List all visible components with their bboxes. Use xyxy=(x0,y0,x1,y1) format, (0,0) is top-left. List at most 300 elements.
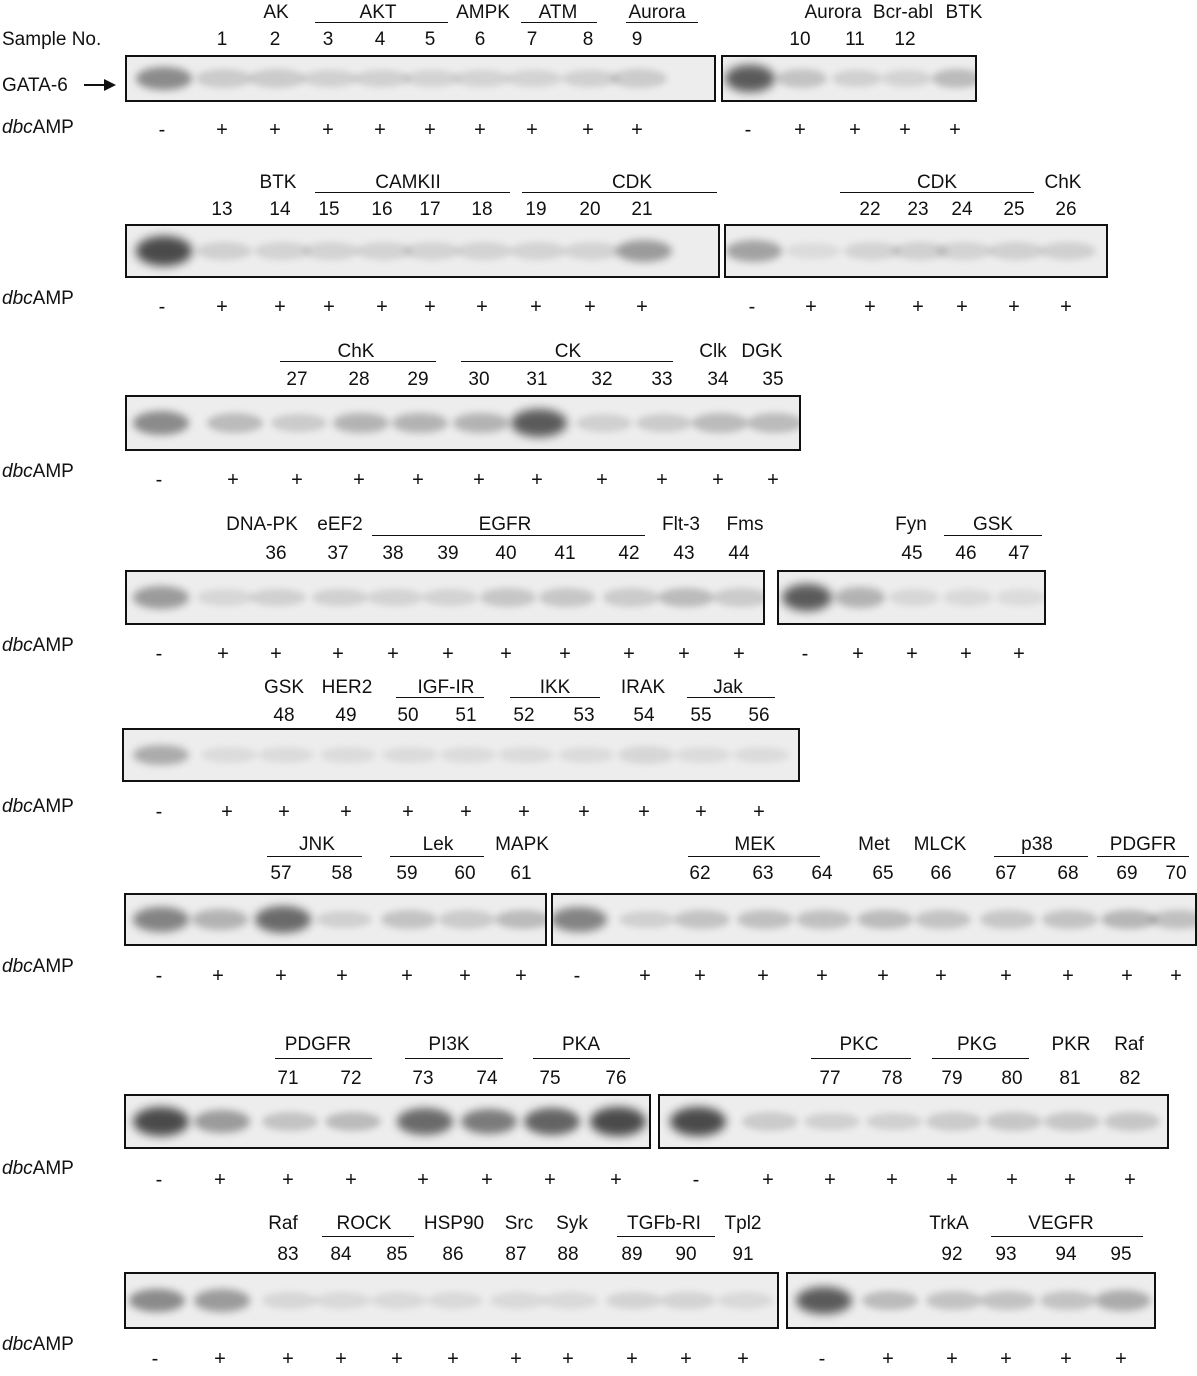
treatment-sign: + xyxy=(322,119,334,141)
protein-band xyxy=(397,1108,453,1135)
lane-number: 61 xyxy=(510,863,532,884)
treatment-sign: + xyxy=(1121,965,1133,987)
kinase-group-label: Bcr-abl xyxy=(872,2,934,23)
dbcamp-label-suffix: AMP xyxy=(32,635,74,656)
lane-number: 83 xyxy=(277,1244,299,1265)
treatment-sign: + xyxy=(374,119,386,141)
treatment-sign: + xyxy=(638,801,650,823)
lane-number: 10 xyxy=(789,29,811,50)
treatment-sign: + xyxy=(886,1169,898,1191)
treatment-sign: + xyxy=(1060,1348,1072,1370)
kinase-group-label: PKR xyxy=(1051,1034,1091,1055)
protein-band xyxy=(498,747,554,764)
protein-band xyxy=(354,70,410,88)
dbcamp-label xyxy=(2,462,74,481)
lane-number: 62 xyxy=(689,863,711,884)
kinase-group-label: ChK xyxy=(1044,172,1082,193)
protein-band xyxy=(674,910,730,929)
treatment-sign: + xyxy=(757,965,769,987)
kinase-group-bracket xyxy=(322,1236,414,1237)
protein-band xyxy=(136,236,192,265)
lane-number: 79 xyxy=(941,1068,963,1089)
protein-band xyxy=(490,1292,546,1309)
kinase-group-label: CDK xyxy=(611,172,653,193)
protein-band xyxy=(564,242,620,259)
treatment-sign: + xyxy=(1006,1169,1018,1191)
protein-band xyxy=(616,240,672,262)
lane-number: 50 xyxy=(397,705,419,726)
treatment-sign: + xyxy=(510,1348,522,1370)
treatment-sign: + xyxy=(753,801,765,823)
blot-panel xyxy=(124,1272,779,1329)
kinase-group-bracket xyxy=(840,192,1034,193)
treatment-sign: + xyxy=(269,119,281,141)
protein-band xyxy=(742,1112,798,1130)
lane-number: 45 xyxy=(901,543,923,564)
lane-number: 18 xyxy=(471,199,493,220)
protein-band xyxy=(576,414,632,432)
lane-number: 89 xyxy=(621,1244,643,1265)
protein-band xyxy=(857,910,913,930)
treatment-sign: - xyxy=(151,1348,159,1370)
treatment-sign: - xyxy=(155,965,163,987)
lane-number: 11 xyxy=(845,29,865,50)
protein-band xyxy=(440,747,496,764)
dbcamp-label-suffix: AMP xyxy=(32,461,74,482)
dbcamp-label-prefix: dbc xyxy=(2,1334,33,1355)
protein-band xyxy=(129,1289,185,1313)
treatment-sign: - xyxy=(155,469,163,491)
kinase-group-bracket xyxy=(944,535,1042,536)
treatment-sign: + xyxy=(214,1169,226,1191)
lane-number: 87 xyxy=(505,1244,527,1265)
kinase-group-label: PI3K xyxy=(428,1034,470,1055)
treatment-sign: + xyxy=(481,1169,493,1191)
treatment-sign: + xyxy=(680,1348,692,1370)
kinase-group-label: Flt-3 xyxy=(662,514,700,535)
protein-band xyxy=(1040,242,1096,260)
lane-number: 78 xyxy=(881,1068,903,1089)
protein-band xyxy=(692,413,748,433)
lane-number: 54 xyxy=(633,705,655,726)
kinase-group-bracket xyxy=(510,697,600,698)
protein-band xyxy=(996,589,1046,606)
dbcamp-label-prefix: dbc xyxy=(2,117,33,138)
treatment-sign: + xyxy=(376,296,388,318)
lane-number: 34 xyxy=(707,369,729,390)
protein-band xyxy=(456,242,512,259)
kinase-group-label: ChK xyxy=(337,341,375,362)
lane-number: 42 xyxy=(618,543,640,564)
treatment-sign: + xyxy=(515,965,527,987)
kinase-group-label: Fms xyxy=(726,514,764,535)
protein-band xyxy=(312,589,368,607)
protein-band xyxy=(262,1112,318,1131)
dbcamp-label-suffix: AMP xyxy=(32,288,74,309)
treatment-sign: + xyxy=(956,296,968,318)
treatment-sign: - xyxy=(155,1169,163,1191)
lane-number: 39 xyxy=(437,543,459,564)
protein-band xyxy=(404,70,460,87)
kinase-group-label: TGFb-RI xyxy=(627,1213,701,1234)
treatment-sign: - xyxy=(158,119,166,141)
treatment-sign: + xyxy=(794,119,806,141)
treatment-sign: + xyxy=(227,469,239,491)
lane-number: 72 xyxy=(340,1068,362,1089)
dbcamp-label-prefix: dbc xyxy=(2,461,33,482)
lane-number: 71 xyxy=(277,1068,299,1089)
protein-band xyxy=(862,1291,918,1311)
protein-band xyxy=(381,910,437,929)
lane-number: 24 xyxy=(951,199,973,220)
lane-number: 43 xyxy=(673,543,695,564)
kinase-group-label: IKK xyxy=(539,677,571,698)
protein-band xyxy=(782,584,832,612)
kinase-group-bracket xyxy=(626,22,698,23)
treatment-sign: + xyxy=(678,643,690,665)
treatment-sign: + xyxy=(424,119,436,141)
treatment-sign: + xyxy=(946,1169,958,1191)
protein-band xyxy=(926,1112,982,1130)
lane-number: 90 xyxy=(675,1244,697,1265)
lane-number: 36 xyxy=(265,543,287,564)
protein-band xyxy=(980,910,1036,929)
kinase-group-label: Clk xyxy=(699,341,727,362)
lane-number: 30 xyxy=(468,369,490,390)
treatment-sign: + xyxy=(623,643,635,665)
protein-band xyxy=(1095,1290,1151,1311)
dbcamp-label xyxy=(2,636,74,655)
kinase-group-bracket xyxy=(1097,856,1189,857)
lane-number: 26 xyxy=(1055,199,1077,220)
protein-band xyxy=(796,1287,852,1315)
protein-band xyxy=(506,70,562,87)
lane-number: 49 xyxy=(335,705,357,726)
protein-band xyxy=(320,747,376,764)
protein-band xyxy=(988,242,1044,260)
lane-number: 88 xyxy=(557,1244,579,1265)
treatment-sign: + xyxy=(221,801,233,823)
protein-band xyxy=(713,588,765,606)
protein-band xyxy=(262,1292,318,1309)
protein-band xyxy=(197,589,253,606)
protein-band xyxy=(717,1292,773,1309)
protein-band xyxy=(427,1292,483,1309)
lane-number: 21 xyxy=(631,199,653,220)
lane-number: 2 xyxy=(269,29,281,50)
treatment-sign: - xyxy=(158,296,166,318)
protein-band xyxy=(915,910,971,929)
lane-number: 51 xyxy=(455,705,477,726)
kinase-group-label: IRAK xyxy=(620,677,666,698)
protein-band xyxy=(980,1291,1036,1310)
protein-band xyxy=(201,747,257,764)
treatment-sign: + xyxy=(214,1348,226,1370)
kinase-group-bracket xyxy=(617,1236,715,1237)
lane-number: 93 xyxy=(995,1244,1017,1265)
lane-number: 92 xyxy=(941,1244,963,1265)
kinase-group-label: VEGFR xyxy=(1028,1213,1094,1234)
treatment-sign: + xyxy=(1000,1348,1012,1370)
sample-number-header: Sample No. xyxy=(2,29,102,50)
blot-panel xyxy=(125,55,716,102)
protein-band xyxy=(196,69,252,87)
lane-number: 64 xyxy=(811,863,833,884)
kinase-group-label: p38 xyxy=(1021,834,1053,855)
treatment-sign: + xyxy=(282,1348,294,1370)
lane-number: 66 xyxy=(930,863,952,884)
treatment-sign: + xyxy=(424,296,436,318)
kinase-group-label: AKT xyxy=(359,2,397,23)
kinase-group-label: Raf xyxy=(268,1213,298,1234)
lane-number: 1 xyxy=(216,29,228,50)
treatment-sign: + xyxy=(459,965,471,987)
protein-band xyxy=(558,747,614,764)
treatment-sign: + xyxy=(442,643,454,665)
lane-number: 27 xyxy=(286,369,308,390)
kinase-group-label: DNA-PK xyxy=(226,514,298,535)
protein-band xyxy=(510,242,566,259)
kinase-group-bracket xyxy=(461,361,673,362)
treatment-sign: + xyxy=(282,1169,294,1191)
kinase-group-label: Fyn xyxy=(895,514,927,535)
kinase-group-label: EGFR xyxy=(478,514,532,535)
protein-band xyxy=(926,1291,982,1310)
protein-band xyxy=(882,70,931,87)
lane-number: 22 xyxy=(859,199,881,220)
protein-band xyxy=(726,240,782,262)
lane-number: 12 xyxy=(894,29,916,50)
treatment-sign: + xyxy=(816,965,828,987)
treatment-sign: - xyxy=(744,119,752,141)
protein-band xyxy=(618,746,674,763)
treatment-sign: + xyxy=(626,1348,638,1370)
protein-band xyxy=(1101,910,1157,930)
treatment-sign: + xyxy=(476,296,488,318)
treatment-sign: + xyxy=(636,296,648,318)
protein-band xyxy=(1040,1291,1096,1310)
kinase-group-label: MAPK xyxy=(495,834,549,855)
kinase-group-label: IGF-IR xyxy=(417,677,475,698)
treatment-sign: + xyxy=(864,296,876,318)
treatment-sign: + xyxy=(1062,965,1074,987)
arrow-right-icon xyxy=(84,77,116,93)
lane-number: 28 xyxy=(348,369,370,390)
protein-band xyxy=(562,70,618,88)
treatment-sign: + xyxy=(391,1348,403,1370)
kinase-group-label: JNK xyxy=(299,834,335,855)
dbcamp-label-prefix: dbc xyxy=(2,1158,33,1179)
lane-number: 29 xyxy=(407,369,429,390)
protein-band xyxy=(524,1108,580,1135)
lane-number: 91 xyxy=(732,1244,754,1265)
treatment-sign: + xyxy=(824,1169,836,1191)
treatment-sign: - xyxy=(155,801,163,823)
dbcamp-label xyxy=(2,1335,74,1354)
treatment-sign: + xyxy=(1064,1169,1076,1191)
treatment-sign: + xyxy=(401,965,413,987)
kinase-group-bracket xyxy=(390,856,484,857)
kinase-group-label: CK xyxy=(554,341,582,362)
blot-panel xyxy=(122,728,800,782)
protein-band xyxy=(511,409,567,437)
kinase-group-bracket xyxy=(275,1058,372,1059)
treatment-sign: + xyxy=(402,801,414,823)
treatment-sign: + xyxy=(639,965,651,987)
blot-panel xyxy=(125,570,765,625)
treatment-sign: + xyxy=(1008,296,1020,318)
lane-number: 3 xyxy=(322,29,334,50)
protein-band xyxy=(619,911,675,929)
kinase-group-label: MLCK xyxy=(913,834,967,855)
lane-number: 37 xyxy=(327,543,349,564)
kinase-group-bracket xyxy=(396,697,484,698)
dbcamp-label-suffix: AMP xyxy=(32,956,74,977)
lane-number: 67 xyxy=(995,863,1017,884)
blot-panel xyxy=(551,893,1197,946)
treatment-sign: + xyxy=(274,296,286,318)
protein-band xyxy=(302,70,358,88)
treatment-sign: + xyxy=(762,1169,774,1191)
treatment-sign: + xyxy=(935,965,947,987)
lane-number: 59 xyxy=(396,863,418,884)
treatment-sign: + xyxy=(1060,296,1072,318)
lane-number: 14 xyxy=(269,199,291,220)
protein-band xyxy=(611,69,667,87)
kinase-group-label: PKC xyxy=(839,1034,879,1055)
kinase-group-label: PDGFR xyxy=(1109,834,1177,855)
kinase-group-bracket xyxy=(811,1058,911,1059)
lane-number: 63 xyxy=(752,863,774,884)
lane-number: 57 xyxy=(270,863,292,884)
kinase-group-bracket xyxy=(405,1058,503,1059)
lane-number: 53 xyxy=(573,705,595,726)
protein-band xyxy=(133,1107,189,1136)
dbcamp-label-prefix: dbc xyxy=(2,635,33,656)
lane-number: 4 xyxy=(374,29,386,50)
treatment-sign: + xyxy=(270,643,282,665)
protein-band xyxy=(271,414,327,432)
protein-band xyxy=(255,906,311,933)
treatment-sign: + xyxy=(596,469,608,491)
treatment-sign: + xyxy=(1170,965,1182,987)
protein-band xyxy=(392,413,448,433)
protein-band xyxy=(133,411,189,435)
gata6-marker-label: GATA-6 xyxy=(2,75,68,96)
lane-number: 76 xyxy=(605,1068,627,1089)
treatment-sign: + xyxy=(518,801,530,823)
treatment-sign: + xyxy=(417,1169,429,1191)
treatment-sign: + xyxy=(805,296,817,318)
treatment-sign: + xyxy=(335,1348,347,1370)
protein-band xyxy=(1150,910,1197,929)
protein-band xyxy=(675,747,731,764)
lane-number: 85 xyxy=(386,1244,408,1265)
treatment-sign: + xyxy=(1000,965,1012,987)
protein-band xyxy=(670,1107,726,1136)
treatment-sign: + xyxy=(278,801,290,823)
kinase-group-bracket xyxy=(522,192,717,193)
treatment-sign: + xyxy=(1013,643,1025,665)
lane-number: 55 xyxy=(690,705,712,726)
lane-number: 32 xyxy=(591,369,613,390)
lane-number: 77 xyxy=(819,1068,841,1089)
dbcamp-label xyxy=(2,797,74,816)
kinase-group-label: GSK xyxy=(972,514,1014,535)
lane-number: 38 xyxy=(382,543,404,564)
protein-band xyxy=(133,586,189,608)
kinase-group-label: Lek xyxy=(422,834,454,855)
blot-panel xyxy=(777,570,1046,625)
protein-band xyxy=(590,1107,646,1136)
treatment-sign: + xyxy=(336,965,348,987)
protein-band xyxy=(603,588,659,606)
kinase-group-label: HSP90 xyxy=(423,1213,485,1234)
kinase-group-label: PKG xyxy=(956,1034,998,1055)
treatment-sign: - xyxy=(818,1348,826,1370)
protein-band xyxy=(315,1292,371,1309)
kinase-group-label: Tpl2 xyxy=(724,1213,762,1234)
treatment-sign: + xyxy=(212,965,224,987)
lane-number: 6 xyxy=(474,29,486,50)
lane-number: 58 xyxy=(331,863,353,884)
kinase-group-label: Src xyxy=(504,1213,534,1234)
kinase-group-label: MEK xyxy=(734,834,776,855)
protein-band xyxy=(439,910,495,928)
kinase-group-label: CAMKII xyxy=(375,172,441,193)
lane-number: 65 xyxy=(872,863,894,884)
protein-band xyxy=(636,414,692,432)
lane-number: 52 xyxy=(513,705,535,726)
lane-number: 60 xyxy=(454,863,476,884)
lane-number: 46 xyxy=(955,543,977,564)
treatment-sign: + xyxy=(946,1348,958,1370)
treatment-sign: - xyxy=(748,296,756,318)
treatment-sign: + xyxy=(849,119,861,141)
protein-band xyxy=(258,747,314,764)
treatment-sign: + xyxy=(474,119,486,141)
protein-band xyxy=(658,588,714,608)
protein-band xyxy=(1104,1112,1160,1131)
protein-band xyxy=(835,587,885,607)
dbcamp-label-suffix: AMP xyxy=(32,117,74,138)
protein-band xyxy=(371,1292,427,1309)
treatment-sign: + xyxy=(712,469,724,491)
protein-band xyxy=(660,1292,716,1309)
kinase-group-bracket xyxy=(994,856,1088,857)
treatment-sign: - xyxy=(573,965,581,987)
treatment-sign: + xyxy=(582,119,594,141)
kinase-group-label: BTK xyxy=(259,172,297,193)
treatment-sign: + xyxy=(353,469,365,491)
protein-band xyxy=(454,70,510,87)
protein-band xyxy=(192,909,248,929)
lane-number: 47 xyxy=(1008,543,1030,564)
protein-band xyxy=(551,907,607,931)
treatment-sign: + xyxy=(960,643,972,665)
protein-band xyxy=(194,1110,250,1132)
treatment-sign: - xyxy=(801,643,809,665)
lane-number: 80 xyxy=(1001,1068,1023,1089)
lane-number: 33 xyxy=(651,369,673,390)
treatment-sign: + xyxy=(531,469,543,491)
protein-band xyxy=(196,242,252,260)
treatment-sign: + xyxy=(877,965,889,987)
treatment-sign: + xyxy=(584,296,596,318)
kinase-group-bracket xyxy=(267,856,362,857)
treatment-sign: + xyxy=(530,296,542,318)
lane-number: 20 xyxy=(579,199,601,220)
